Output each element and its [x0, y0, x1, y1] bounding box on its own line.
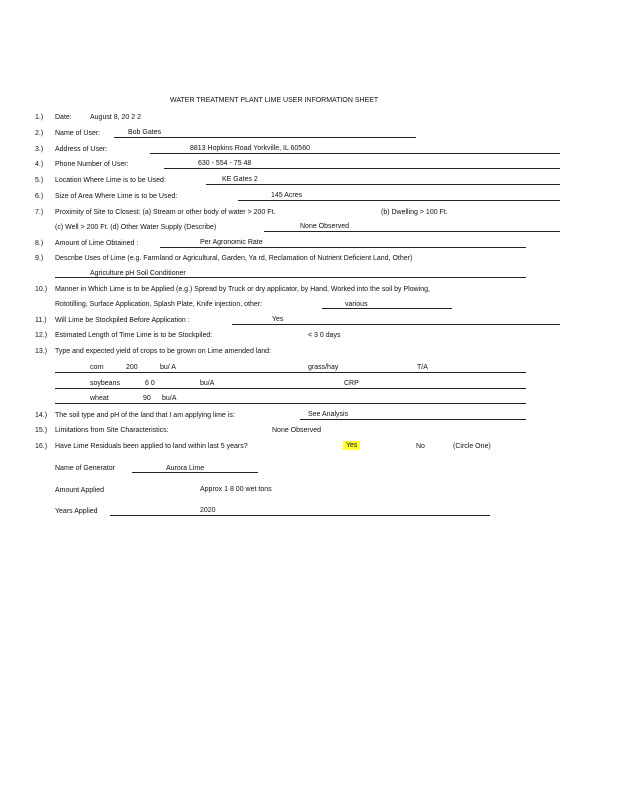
item-number: 5.) — [35, 177, 44, 184]
crop-name: CRP — [344, 380, 359, 387]
item-number: 15.) — [35, 427, 48, 434]
item-number: 14.) — [35, 412, 48, 419]
item-number: 8.) — [35, 240, 44, 247]
est-time-value: < 3 0 days — [308, 332, 341, 339]
item-number: 9.) — [35, 255, 44, 262]
address-value: 8813 Hopkins Road Yorkville, IL 60560 — [190, 145, 310, 152]
amount-applied-label: Amount Applied — [55, 487, 105, 494]
item-number: 11.) — [35, 317, 47, 324]
limitations-label: Limitations from Site Characteristics: — [55, 427, 169, 434]
years-applied-label: Years Applied — [55, 508, 98, 515]
location-value: KE Gates 2 — [222, 176, 258, 183]
item-number: 2.) — [35, 130, 44, 137]
crop-name: wheat — [90, 395, 109, 402]
limitations-value: None Observed — [272, 427, 322, 434]
circle-one-note: (Circle One) — [453, 443, 491, 450]
name-label: Name of User: — [55, 130, 101, 137]
stockpiled-value: Yes — [272, 316, 284, 323]
item-number: 7.) — [35, 209, 44, 216]
amount-applied-value: Approx 1 8 00 wet tons — [200, 486, 272, 493]
size-value: 145 Acres — [271, 192, 303, 199]
well-underline — [264, 231, 560, 232]
uses-underline — [55, 277, 526, 278]
crop-name: soybeans — [90, 380, 120, 387]
manner-label-2: Rototilling, Surface Application, Splash Plate, Knife injection, other: — [55, 301, 263, 308]
crop-underline — [55, 388, 526, 389]
stockpiled-label: Will Lime be Stockpiled Before Application : — [55, 317, 190, 324]
item-number: 1.) — [35, 114, 44, 121]
amount-lime-value: Per Agronomic Rate — [200, 239, 263, 246]
name-underline — [114, 137, 416, 138]
years-applied-underline — [110, 515, 490, 516]
crop-unit: T/A — [417, 364, 428, 371]
item-number: 4.) — [35, 161, 44, 168]
generator-underline — [132, 472, 258, 473]
manner-label: Manner in Which Lime is to be Applied (e.g.) Spread by Truck or dry applicator, by Hand, Worked into the soil by Plowing, — [55, 286, 430, 293]
name-value: Bob Gates — [128, 129, 162, 136]
location-label: Location Where Lime is to be Used: — [55, 177, 166, 184]
residuals-no-option[interactable]: No — [416, 443, 425, 450]
dwelling-label: (b) Dwelling > 100 Ft. — [381, 209, 448, 216]
crop-yield: 90 — [143, 395, 151, 402]
soil-type-underline — [300, 419, 526, 420]
amount-lime-label: Amount of Lime Obtained : — [55, 240, 139, 247]
page-title: WATER TREATMENT PLANT LIME USER INFORMATION SHEET — [170, 97, 379, 104]
generator-label: Name of Generator — [55, 465, 115, 472]
years-applied-value: 2020 — [200, 507, 216, 514]
item-number: 3.) — [35, 146, 44, 153]
soil-type-value: See Analysis — [308, 411, 349, 418]
crop-name: corn — [90, 364, 104, 371]
crop-name: grass/hay — [308, 364, 339, 371]
manner-underline — [322, 308, 452, 309]
soil-type-label: The soil type and pH of the land that I am applying lime is: — [55, 412, 235, 419]
crop-unit: bu/A — [200, 380, 215, 387]
proximity-label: Proximity of Site to Closest: (a) Stream or other body of water > 200 Ft. — [55, 209, 276, 216]
address-underline — [150, 153, 560, 154]
item-number: 12.) — [35, 332, 48, 339]
amount-lime-underline — [160, 247, 526, 248]
date-value: August 8, 20 2 2 — [90, 114, 141, 121]
date-label: Date: — [55, 114, 72, 121]
phone-label: Phone Number of User: — [55, 161, 129, 168]
address-label: Address of User: — [55, 146, 108, 153]
location-underline — [206, 184, 560, 185]
describe-uses-label: Describe Uses of Lime (e.g. Farmland or Agricultural, Garden, Ya rd, Reclamation of Nutrient Deficient Land, Other) — [55, 255, 413, 262]
est-time-label: Estimated Length of Time Lime is to be Stockpiled: — [55, 332, 213, 339]
crop-yield: 200 — [126, 364, 138, 371]
well-label: (c) Well > 200 Ft. (d) Other Water Supply (Describe) — [55, 224, 217, 231]
stockpiled-underline — [232, 324, 560, 325]
residuals-label: Have Lime Residuals been applied to land within last 5 years? — [55, 443, 248, 450]
crop-underline — [55, 372, 526, 373]
uses-value: Agriculture pH Soil Conditioner — [90, 270, 186, 277]
crop-yield: 6 0 — [145, 380, 155, 387]
manner-other-value: various — [345, 301, 368, 308]
generator-value: Aurora Lime — [166, 465, 205, 472]
size-underline — [238, 200, 560, 201]
crop-unit: bu/A — [162, 395, 177, 402]
crop-underline — [55, 403, 526, 404]
type-crops-label: Type and expected yield of crops to be grown on Lime amended land: — [55, 348, 271, 355]
crop-unit: bu/ A — [160, 364, 176, 371]
phone-value: 630 - 554 - 75 48 — [198, 160, 252, 167]
item-number: 10.) — [35, 286, 48, 293]
size-label: Size of Area Where Lime is to be Used: — [55, 193, 178, 200]
item-number: 16.) — [35, 443, 48, 450]
item-number: 6.) — [35, 193, 44, 200]
item-number: 13.) — [35, 348, 48, 355]
phone-underline — [164, 168, 560, 169]
residuals-yes-option[interactable]: Yes — [343, 441, 360, 450]
well-other-value: None Observed — [300, 223, 350, 230]
